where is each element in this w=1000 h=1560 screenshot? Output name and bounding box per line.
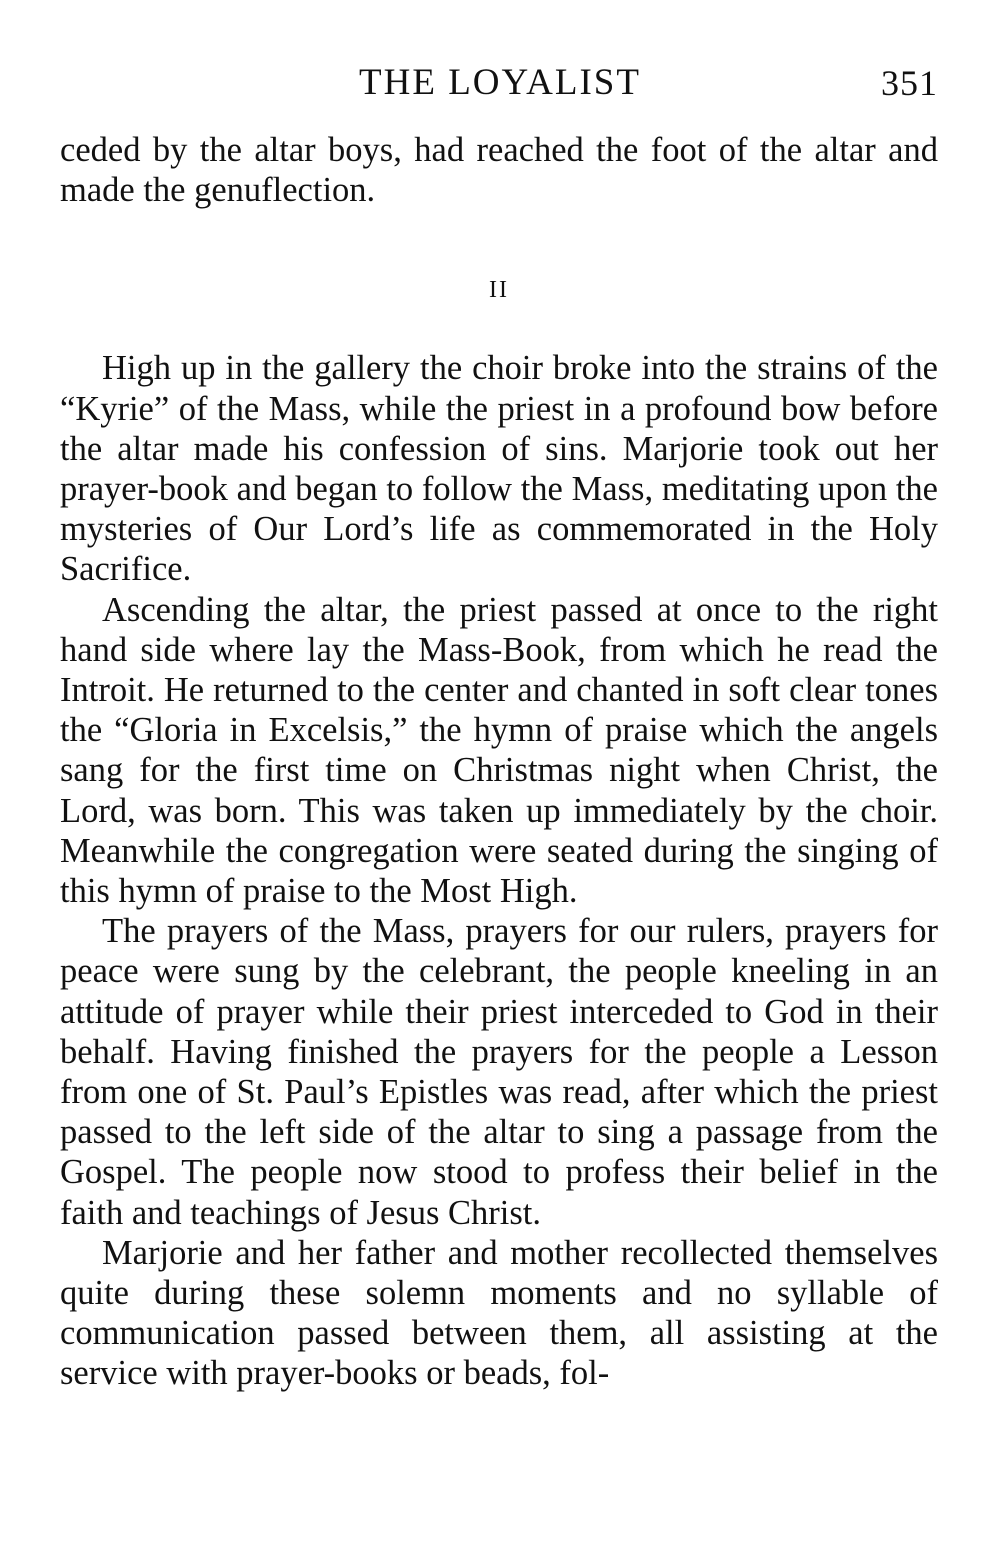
page-number: 351 — [881, 63, 938, 103]
body-text — [60, 130, 938, 1394]
running-title: THE LOYALIST — [359, 62, 641, 103]
section-number: II — [489, 277, 509, 304]
paragraph-continuation: ceded by the altar boys, had reached the foot of the altar and made the genuflection. — [60, 131, 938, 210]
paragraph: High up in the gallery the choir broke into the strains of the “Kyrie” of the Mass, while the priest in a profound bow before the altar made his confession of sins. Marjorie took out her prayer-book and began to follow the Mass, meditating upon the mysteries of Our Lord’s life as commemorated in the Holy Sacrifice. — [60, 349, 938, 589]
paragraph: Ascending the altar, the priest passed at once to the right hand side where lay the Mass-Book, from which he read the Introit. He returned to the center and chanted in soft clear tones the “Gloria in Excelsis,” the hymn of praise which the angels sang for the first time on Christmas night when Christ, the Lord, was born. This was taken up immediately by the choir. Meanwhile the congregation were seated during the singing of this hymn of praise to the Most High. — [60, 590, 938, 911]
running-header — [0, 58, 1000, 108]
paragraph: Marjorie and her father and mother recollected themselves quite during these solemn moments and no syllable of communication passed between them, all assisting at the service with prayer-books or beads, fol- — [60, 1233, 938, 1393]
paragraph: The prayers of the Mass, prayers for our rulers, prayers for peace were sung by the celebrant, the people kneeling in an attitude of prayer while their priest interceded to God in their behalf. Having finished the prayers for the people a Lesson from one of St. Paul’s Epistles was read, after which the priest passed to the left side of the altar to sing a passage from the Gospel. The people now stood to profess their belief in the faith and teachings of Jesus Christ. — [60, 912, 938, 1232]
